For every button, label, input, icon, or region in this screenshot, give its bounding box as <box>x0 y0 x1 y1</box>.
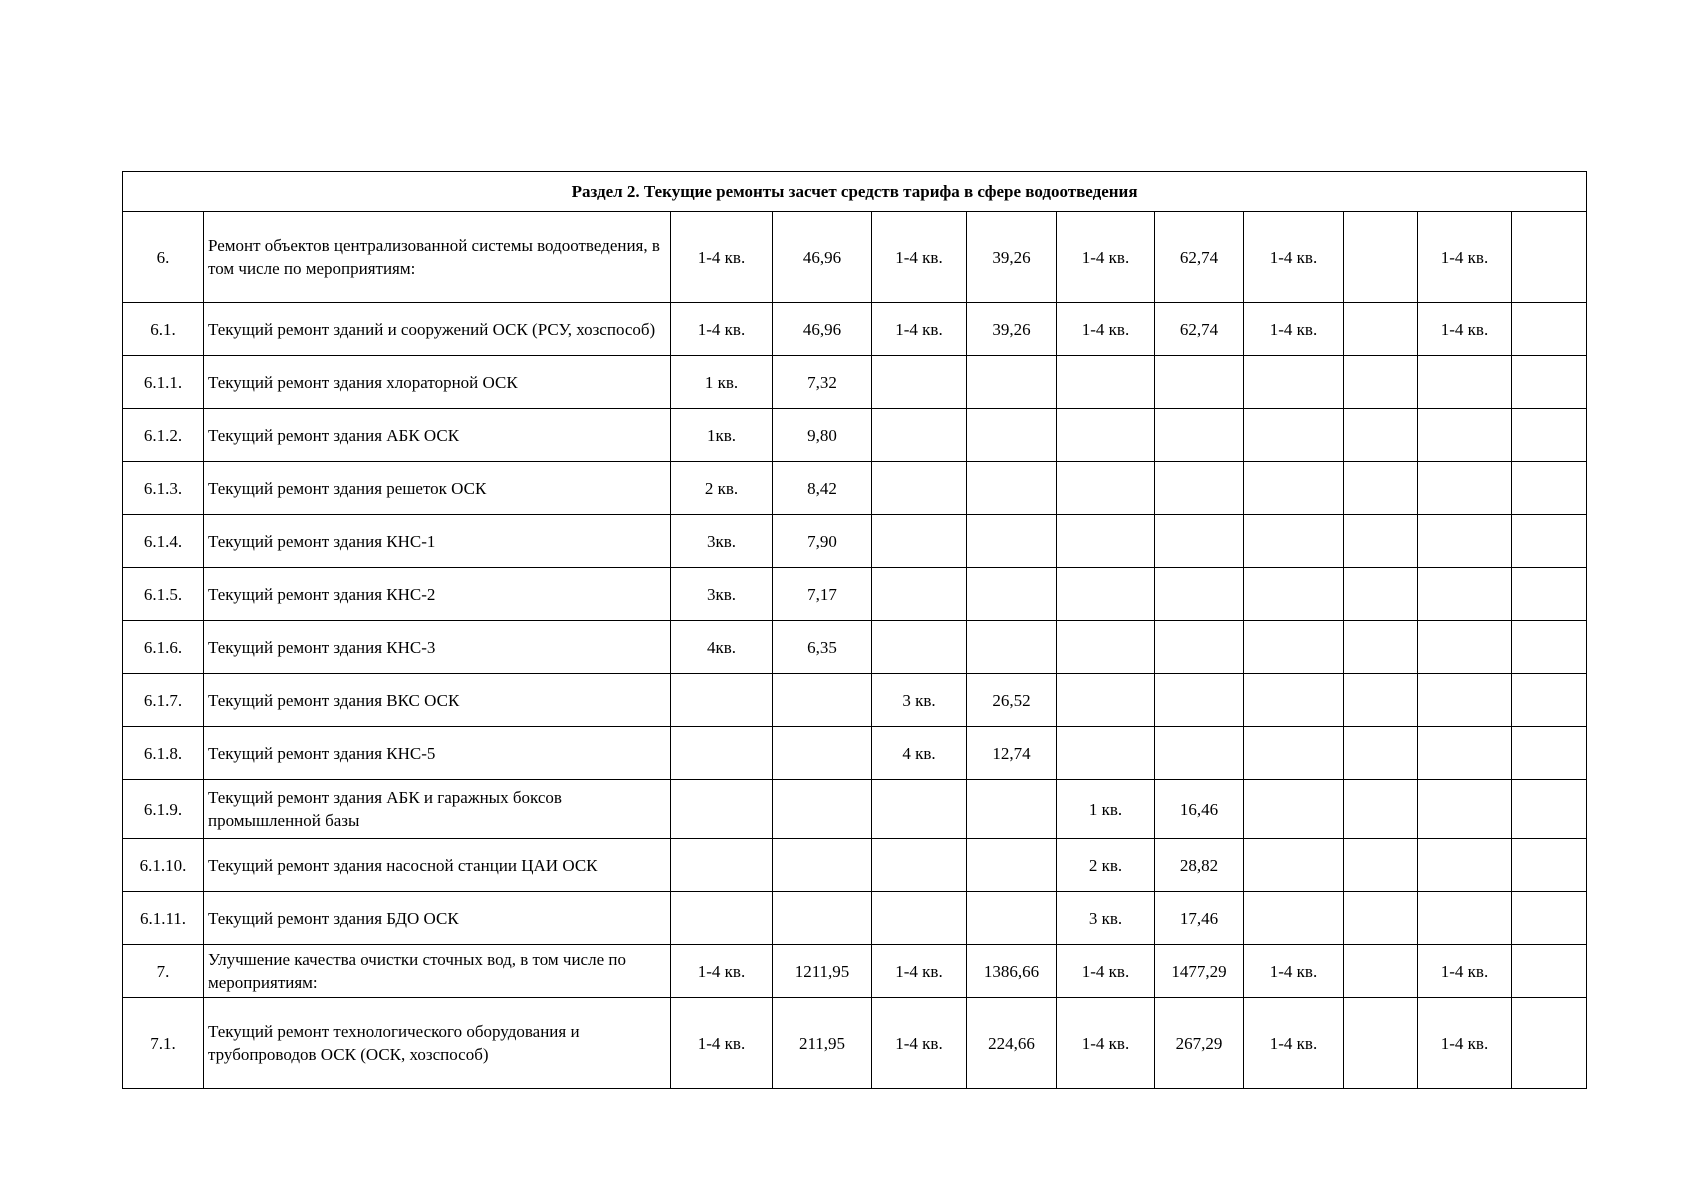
period-cell <box>872 462 967 515</box>
table-row <box>123 674 1587 727</box>
period-cell <box>1244 568 1344 621</box>
period-cell <box>1244 674 1344 727</box>
row-number: 6.1.2. <box>123 409 204 462</box>
period-cell <box>1244 839 1344 892</box>
amount-cell: 8,42 <box>773 462 872 515</box>
amount-cell <box>1344 356 1418 409</box>
period-cell: 1-4 кв. <box>671 212 773 303</box>
period-cell <box>1244 409 1344 462</box>
period-cell: 1-4 кв. <box>1057 998 1155 1089</box>
section-title-row <box>123 172 1587 212</box>
table-row <box>123 568 1587 621</box>
period-cell <box>1418 892 1512 945</box>
period-cell <box>1418 568 1512 621</box>
amount-cell <box>1512 462 1587 515</box>
period-cell: 1 кв. <box>1057 780 1155 839</box>
amount-cell: 9,80 <box>773 409 872 462</box>
period-cell: 3кв. <box>671 568 773 621</box>
repairs-table <box>122 171 1587 1089</box>
amount-cell: 62,74 <box>1155 303 1244 356</box>
period-cell <box>1057 409 1155 462</box>
row-number: 7.1. <box>123 998 204 1089</box>
row-number: 6.1.1. <box>123 356 204 409</box>
amount-cell <box>1155 621 1244 674</box>
row-description: Текущий ремонт здания насосной станции ЦАИ ОСК <box>204 839 671 892</box>
amount-cell <box>1344 515 1418 568</box>
table-row <box>123 945 1587 998</box>
amount-cell: 7,17 <box>773 568 872 621</box>
period-cell <box>1418 356 1512 409</box>
period-cell <box>1057 568 1155 621</box>
amount-cell <box>1155 727 1244 780</box>
amount-cell <box>967 515 1057 568</box>
row-number: 6.1.4. <box>123 515 204 568</box>
row-number: 6.1.11. <box>123 892 204 945</box>
amount-cell <box>1155 515 1244 568</box>
period-cell <box>671 892 773 945</box>
amount-cell: 28,82 <box>1155 839 1244 892</box>
period-cell <box>1057 515 1155 568</box>
amount-cell <box>773 839 872 892</box>
period-cell <box>671 780 773 839</box>
amount-cell <box>1512 303 1587 356</box>
period-cell <box>872 356 967 409</box>
amount-cell: 62,74 <box>1155 212 1244 303</box>
row-number: 6.1.3. <box>123 462 204 515</box>
amount-cell <box>1344 621 1418 674</box>
period-cell: 2 кв. <box>1057 839 1155 892</box>
table-row <box>123 998 1587 1089</box>
amount-cell <box>1512 674 1587 727</box>
period-cell <box>1057 727 1155 780</box>
table-row <box>123 515 1587 568</box>
amount-cell: 26,52 <box>967 674 1057 727</box>
amount-cell <box>967 462 1057 515</box>
table-row <box>123 727 1587 780</box>
amount-cell <box>1344 998 1418 1089</box>
table-row <box>123 892 1587 945</box>
row-description: Текущий ремонт здания КНС-2 <box>204 568 671 621</box>
period-cell: 1-4 кв. <box>872 303 967 356</box>
period-cell: 4 кв. <box>872 727 967 780</box>
amount-cell <box>773 780 872 839</box>
amount-cell <box>967 356 1057 409</box>
period-cell <box>1418 462 1512 515</box>
period-cell: 1 кв. <box>671 356 773 409</box>
period-cell <box>1057 621 1155 674</box>
period-cell <box>671 674 773 727</box>
amount-cell <box>1344 780 1418 839</box>
period-cell: 1-4 кв. <box>1244 945 1344 998</box>
row-description: Текущий ремонт технологического оборудования и трубопроводов ОСК (ОСК, хозспособ) <box>204 998 671 1089</box>
period-cell <box>872 621 967 674</box>
period-cell: 1-4 кв. <box>872 212 967 303</box>
row-description: Текущий ремонт здания КНС-3 <box>204 621 671 674</box>
period-cell <box>1418 839 1512 892</box>
period-cell: 1кв. <box>671 409 773 462</box>
amount-cell: 224,66 <box>967 998 1057 1089</box>
amount-cell: 46,96 <box>773 303 872 356</box>
amount-cell <box>1344 839 1418 892</box>
row-description: Текущий ремонт здания решеток ОСК <box>204 462 671 515</box>
amount-cell: 267,29 <box>1155 998 1244 1089</box>
row-description: Текущий ремонт зданий и сооружений ОСК (РСУ, хозспособ) <box>204 303 671 356</box>
period-cell <box>1244 621 1344 674</box>
amount-cell <box>1512 892 1587 945</box>
amount-cell: 17,46 <box>1155 892 1244 945</box>
amount-cell <box>1512 945 1587 998</box>
row-description: Текущий ремонт здания КНС-1 <box>204 515 671 568</box>
amount-cell <box>1512 727 1587 780</box>
table-row <box>123 462 1587 515</box>
period-cell <box>1244 515 1344 568</box>
amount-cell <box>1512 515 1587 568</box>
row-number: 6.1.8. <box>123 727 204 780</box>
period-cell <box>1244 727 1344 780</box>
period-cell <box>1244 780 1344 839</box>
amount-cell <box>1512 998 1587 1089</box>
period-cell: 1-4 кв. <box>1418 303 1512 356</box>
row-description: Текущий ремонт здания КНС-5 <box>204 727 671 780</box>
amount-cell: 1477,29 <box>1155 945 1244 998</box>
row-description: Улучшение качества очистки сточных вод, в том числе по мероприятиям: <box>204 945 671 998</box>
row-number: 6.1. <box>123 303 204 356</box>
period-cell: 1-4 кв. <box>1057 303 1155 356</box>
row-number: 6.1.7. <box>123 674 204 727</box>
period-cell <box>1057 462 1155 515</box>
amount-cell <box>1512 839 1587 892</box>
amount-cell <box>967 409 1057 462</box>
row-number: 6.1.6. <box>123 621 204 674</box>
amount-cell <box>1344 892 1418 945</box>
amount-cell <box>773 727 872 780</box>
period-cell <box>1057 674 1155 727</box>
period-cell: 1-4 кв. <box>671 945 773 998</box>
row-number: 6.1.5. <box>123 568 204 621</box>
amount-cell: 7,32 <box>773 356 872 409</box>
period-cell: 2 кв. <box>671 462 773 515</box>
amount-cell <box>773 674 872 727</box>
amount-cell <box>1512 356 1587 409</box>
amount-cell <box>967 780 1057 839</box>
amount-cell <box>1155 568 1244 621</box>
row-number: 6. <box>123 212 204 303</box>
amount-cell <box>1344 945 1418 998</box>
period-cell <box>872 892 967 945</box>
period-cell: 1-4 кв. <box>671 303 773 356</box>
period-cell <box>1418 515 1512 568</box>
table-row <box>123 839 1587 892</box>
period-cell <box>1244 892 1344 945</box>
amount-cell <box>967 839 1057 892</box>
row-description: Ремонт объектов централизованной системы водоотведения, в том числе по мероприятиям: <box>204 212 671 303</box>
period-cell <box>872 568 967 621</box>
period-cell <box>872 409 967 462</box>
row-description: Текущий ремонт здания ВКС ОСК <box>204 674 671 727</box>
section-title: Раздел 2. Текущие ремонты засчет средств тарифа в сфере водоотведения <box>123 172 1587 212</box>
amount-cell <box>967 892 1057 945</box>
amount-cell <box>1344 303 1418 356</box>
table-row <box>123 303 1587 356</box>
row-description: Текущий ремонт здания БДО ОСК <box>204 892 671 945</box>
period-cell: 3 кв. <box>872 674 967 727</box>
period-cell: 1-4 кв. <box>1057 945 1155 998</box>
period-cell <box>1244 356 1344 409</box>
period-cell: 1-4 кв. <box>872 998 967 1089</box>
amount-cell <box>1344 674 1418 727</box>
period-cell: 1-4 кв. <box>872 945 967 998</box>
period-cell <box>1418 409 1512 462</box>
period-cell: 1-4 кв. <box>1418 998 1512 1089</box>
amount-cell <box>1512 409 1587 462</box>
period-cell <box>1418 780 1512 839</box>
period-cell: 1-4 кв. <box>1057 212 1155 303</box>
amount-cell: 7,90 <box>773 515 872 568</box>
amount-cell <box>1155 674 1244 727</box>
amount-cell: 6,35 <box>773 621 872 674</box>
period-cell: 4кв. <box>671 621 773 674</box>
table-row <box>123 780 1587 839</box>
period-cell: 1-4 кв. <box>671 998 773 1089</box>
period-cell <box>872 515 967 568</box>
amount-cell <box>1512 780 1587 839</box>
amount-cell: 39,26 <box>967 303 1057 356</box>
amount-cell <box>967 568 1057 621</box>
amount-cell <box>1512 568 1587 621</box>
period-cell <box>1418 727 1512 780</box>
amount-cell <box>1155 462 1244 515</box>
row-number: 6.1.9. <box>123 780 204 839</box>
table-row <box>123 212 1587 303</box>
amount-cell <box>773 892 872 945</box>
amount-cell <box>1344 212 1418 303</box>
period-cell: 3 кв. <box>1057 892 1155 945</box>
amount-cell <box>967 621 1057 674</box>
period-cell <box>1057 356 1155 409</box>
amount-cell: 12,74 <box>967 727 1057 780</box>
period-cell: 1-4 кв. <box>1418 212 1512 303</box>
amount-cell: 1386,66 <box>967 945 1057 998</box>
amount-cell <box>1512 621 1587 674</box>
period-cell: 3кв. <box>671 515 773 568</box>
period-cell <box>872 780 967 839</box>
amount-cell <box>1344 409 1418 462</box>
row-description: Текущий ремонт здания хлораторной ОСК <box>204 356 671 409</box>
period-cell <box>1418 621 1512 674</box>
period-cell: 1-4 кв. <box>1244 303 1344 356</box>
period-cell: 1-4 кв. <box>1244 998 1344 1089</box>
period-cell <box>1418 674 1512 727</box>
amount-cell: 39,26 <box>967 212 1057 303</box>
row-description: Текущий ремонт здания АБК ОСК <box>204 409 671 462</box>
table-row <box>123 621 1587 674</box>
period-cell: 1-4 кв. <box>1418 945 1512 998</box>
row-number: 7. <box>123 945 204 998</box>
period-cell: 1-4 кв. <box>1244 212 1344 303</box>
amount-cell: 1211,95 <box>773 945 872 998</box>
amount-cell <box>1344 462 1418 515</box>
amount-cell: 211,95 <box>773 998 872 1089</box>
period-cell <box>671 727 773 780</box>
amount-cell <box>1344 568 1418 621</box>
period-cell <box>671 839 773 892</box>
table-row <box>123 409 1587 462</box>
amount-cell: 16,46 <box>1155 780 1244 839</box>
row-number: 6.1.10. <box>123 839 204 892</box>
amount-cell <box>1512 212 1587 303</box>
amount-cell <box>1344 727 1418 780</box>
amount-cell: 46,96 <box>773 212 872 303</box>
amount-cell <box>1155 356 1244 409</box>
table-row <box>123 356 1587 409</box>
row-description: Текущий ремонт здания АБК и гаражных боксов промышленной базы <box>204 780 671 839</box>
amount-cell <box>1155 409 1244 462</box>
period-cell <box>1244 462 1344 515</box>
period-cell <box>872 839 967 892</box>
